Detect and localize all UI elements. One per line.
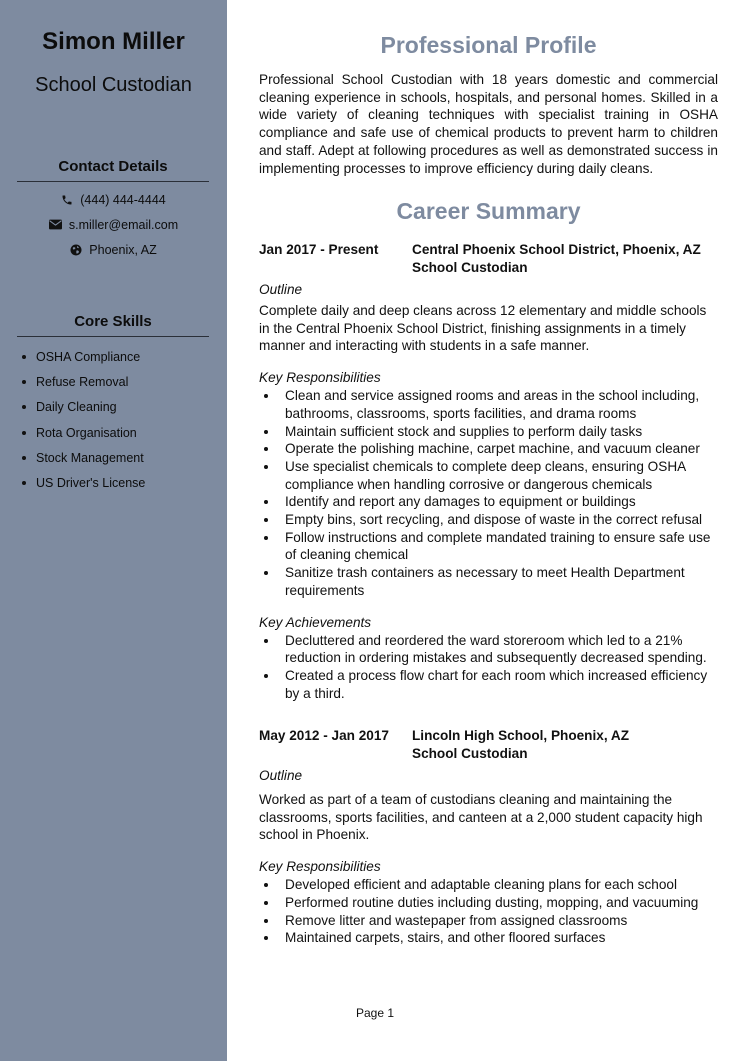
globe-icon <box>70 244 82 256</box>
outline-label: Outline <box>259 768 303 783</box>
job-role: School Custodian <box>412 260 528 275</box>
candidate-name: Simon Miller <box>42 28 185 55</box>
list-item: Follow instructions and complete mandated training to ensure safe use of cleaning chemical <box>259 529 718 564</box>
list-item: Created a process flow chart for each room which increased efficiency by a third. <box>259 667 718 702</box>
list-item: Empty bins, sort recycling, and dispose of waste in the correct refusal <box>259 511 718 529</box>
job-outline: Worked as part of a team of custodians cleaning and maintaining the classrooms, sports facilities, and canteen at a 2,000 student capacity high school in Phoenix. <box>259 792 703 843</box>
outline-label: Outline <box>259 282 303 297</box>
list-item: Maintained carpets, stairs, and other floored surfaces <box>259 929 718 947</box>
list-item: Maintain sufficient stock and supplies to perform daily tasks <box>259 423 718 441</box>
achievements-label: Key Achievements <box>259 614 372 630</box>
contact-heading: Contact Details <box>17 158 209 182</box>
contact-location-text: Phoenix, AZ <box>89 242 157 257</box>
page-number: Page 1 <box>355 1006 395 1020</box>
list-item: Performed routine duties including dusting, mopping, and vacuuming <box>259 894 718 912</box>
skills-heading: Core Skills <box>17 313 209 337</box>
list-item: Clean and service assigned rooms and areas in the school including, bathrooms, classrooms, sports facilities, and drama rooms <box>259 387 718 422</box>
skill-item: Daily Cleaning <box>22 395 145 420</box>
skill-item: OSHA Compliance <box>22 344 145 369</box>
job-role: School Custodian <box>412 746 528 761</box>
responsibilities-list <box>259 387 718 599</box>
job-entry-1 <box>259 241 718 702</box>
candidate-job-title: School Custodian <box>35 74 192 96</box>
contact-email-text: s.miller@email.com <box>68 217 179 232</box>
contact-list <box>0 187 227 262</box>
responsibilities-list <box>259 876 718 947</box>
job-entry-2 <box>259 727 718 947</box>
skills-list <box>22 344 145 496</box>
job-header <box>259 241 718 277</box>
skill-item: Stock Management <box>22 445 145 470</box>
profile-heading: Professional Profile <box>380 32 597 58</box>
list-item: Developed efficient and adaptable cleaning plans for each school <box>259 876 718 894</box>
job-employer: Central Phoenix School District, Phoenix, AZ <box>412 242 701 257</box>
job-outline: Complete daily and deep cleans across 12 elementary and middle schools in the Central Phoenix School District, finishing assignments in a timely manner and interacting with students in a safe manner. <box>259 303 707 354</box>
career-heading: Career Summary <box>396 198 581 224</box>
achievements-list <box>259 632 718 703</box>
list-item: Use specialist chemicals to complete deep cleans, ensuring OSHA compliance when handling corrosive or dangerous chemicals <box>259 458 718 493</box>
job-dates: May 2012 - Jan 2017 <box>259 728 389 743</box>
list-item: Remove litter and wastepaper from assigned classrooms <box>259 912 718 930</box>
list-item: Operate the polishing machine, carpet machine, and vacuum cleaner <box>259 440 718 458</box>
contact-phone-text: (444) 444-4444 <box>80 192 166 207</box>
contact-email <box>0 212 227 237</box>
contact-location <box>0 237 227 262</box>
job-dates: Jan 2017 - Present <box>259 242 379 257</box>
list-item: Identify and report any damages to equipment or buildings <box>259 493 718 511</box>
email-icon <box>49 219 62 230</box>
job-employer: Lincoln High School, Phoenix, AZ <box>412 728 629 743</box>
contact-phone <box>0 187 227 212</box>
responsibilities-label: Key Responsibilities <box>259 370 381 386</box>
sidebar <box>0 0 227 1061</box>
skill-item: Refuse Removal <box>22 369 145 394</box>
skill-item: US Driver's License <box>22 470 145 495</box>
job-employer-role <box>412 241 701 277</box>
job-employer-role <box>412 727 629 763</box>
job-header <box>259 727 718 763</box>
list-item: Sanitize trash containers as necessary to meet Health Department requirements <box>259 564 718 599</box>
list-item: Decluttered and reordered the ward storeroom which led to a 21% reduction in ordering mistakes and subsequently decreased spending. <box>259 632 718 667</box>
profile-text: Professional School Custodian with 18 years domestic and commercial cleaning experience in schools, hospitals, and personal homes. Skilled in a wide variety of cleaning techniques with specialist training in OSHA compliance and safe use of chemical products to prevent harm to children and staff. Adept at following procedures as well as demonstrated success in implementing processes to improve efficiency during daily cleans. <box>259 72 718 176</box>
responsibilities-label: Key Responsibilities <box>259 859 381 875</box>
phone-icon <box>61 194 73 206</box>
skill-item: Rota Organisation <box>22 420 145 445</box>
